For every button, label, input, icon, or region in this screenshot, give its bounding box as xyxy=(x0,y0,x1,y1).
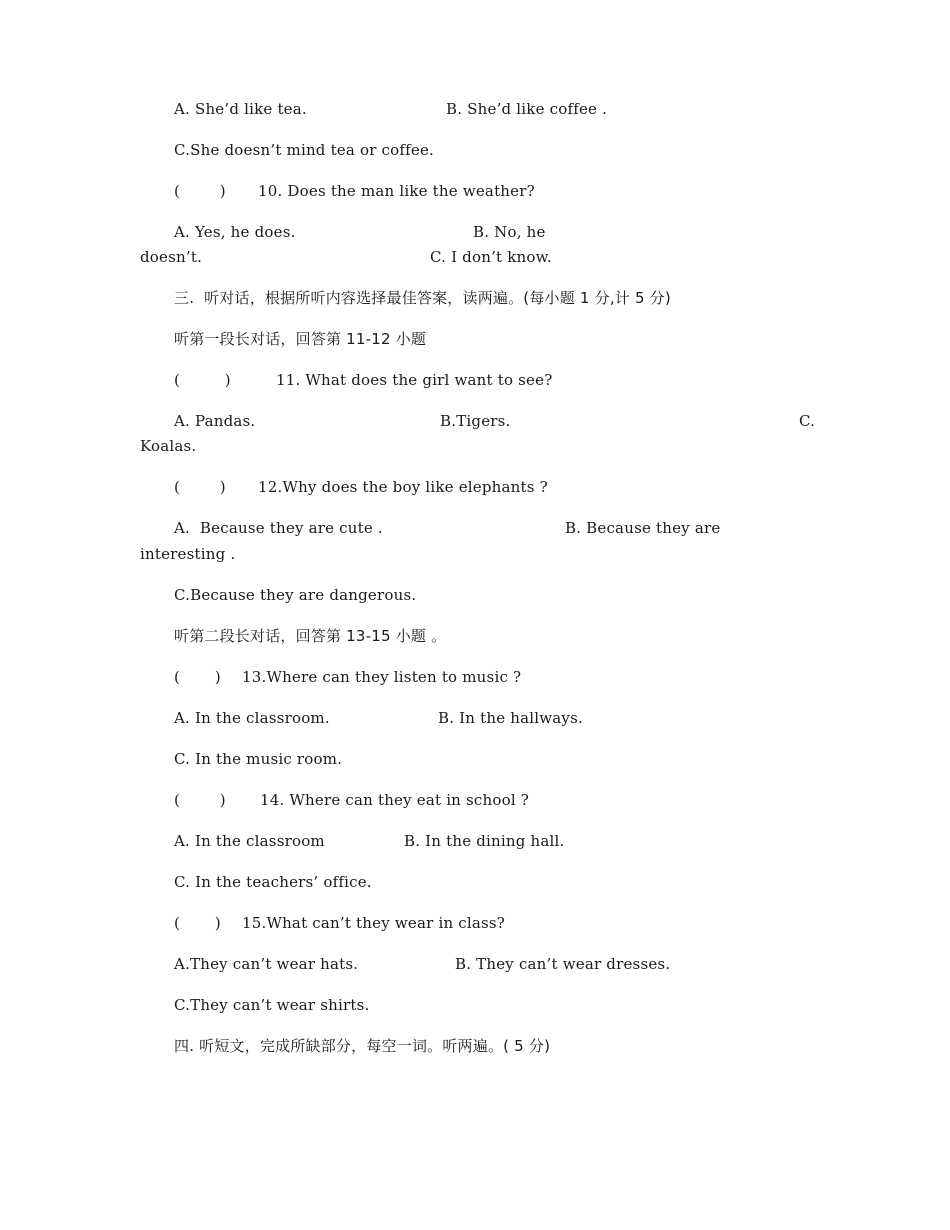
q12-option-b-continued: interesting . xyxy=(140,545,236,563)
q15-question: 15.What can’t they wear in class? xyxy=(242,914,506,932)
q9-option-a: A. She’d like tea. xyxy=(174,100,307,118)
q11-option-c-continued: Koalas. xyxy=(140,437,197,455)
q11-option-c: C. xyxy=(799,412,816,430)
q11-option-a: A. Pandas. xyxy=(174,412,256,430)
q15-option-c: C.They can’t wear shirts. xyxy=(174,996,370,1014)
q10-option-a: A. Yes, he does. xyxy=(174,223,296,241)
q14-option-a: A. In the classroom xyxy=(174,832,325,850)
q14-question: 14. Where can they eat in school ? xyxy=(260,791,530,809)
section-3-heading: 三. 听对话，根据所听内容选择最佳答案，读两遍。(每小题 1 分,计 5 分) xyxy=(174,289,671,307)
dialog-1-instruction: 听第一段长对话，回答第 11-12 小题 xyxy=(174,330,427,348)
q12-option-c: C.Because they are dangerous. xyxy=(174,586,417,604)
q10-question: 10. Does the man like the weather? xyxy=(258,182,535,200)
section-4-heading: 四. 听短文，完成所缺部分，每空一词。听两遍。( 5 分) xyxy=(174,1037,551,1055)
q15-answer-blank: ( ) xyxy=(174,914,221,932)
q12-question: 12.Why does the boy like elephants ? xyxy=(258,478,548,496)
q13-question: 13.Where can they listen to music ? xyxy=(242,668,522,686)
q15-option-b: B. They can’t wear dresses. xyxy=(455,955,671,973)
q13-option-a: A. In the classroom. xyxy=(174,709,330,727)
q10-option-b: B. No, he xyxy=(473,223,546,241)
q13-option-c: C. In the music room. xyxy=(174,750,343,768)
q12-option-b: B. Because they are xyxy=(565,519,721,537)
q10-option-c: C. I don’t know. xyxy=(430,248,552,266)
q12-answer-blank: ( ) xyxy=(174,478,226,496)
q10-answer-blank: ( ) xyxy=(174,182,226,200)
q11-question: 11. What does the girl want to see? xyxy=(276,371,553,389)
q11-option-b: B.Tigers. xyxy=(440,412,511,430)
q12-option-a: A. Because they are cute . xyxy=(174,519,383,537)
q13-answer-blank: ( ) xyxy=(174,668,221,686)
q9-option-b: B. She’d like coffee . xyxy=(446,100,608,118)
q14-answer-blank: ( ) xyxy=(174,791,226,809)
q15-option-a: A.They can’t wear hats. xyxy=(174,955,359,973)
q9-option-c: C.She doesn’t mind tea or coffee. xyxy=(174,141,435,159)
q13-option-b: B. In the hallways. xyxy=(438,709,583,727)
q10-option-b-continued: doesn’t. xyxy=(140,248,203,266)
q14-option-c: C. In the teachers’ office. xyxy=(174,873,372,891)
q14-option-b: B. In the dining hall. xyxy=(404,832,565,850)
q11-answer-blank: ( ) xyxy=(174,371,231,389)
dialog-2-instruction: 听第二段长对话，回答第 13-15 小题 。 xyxy=(174,627,447,645)
